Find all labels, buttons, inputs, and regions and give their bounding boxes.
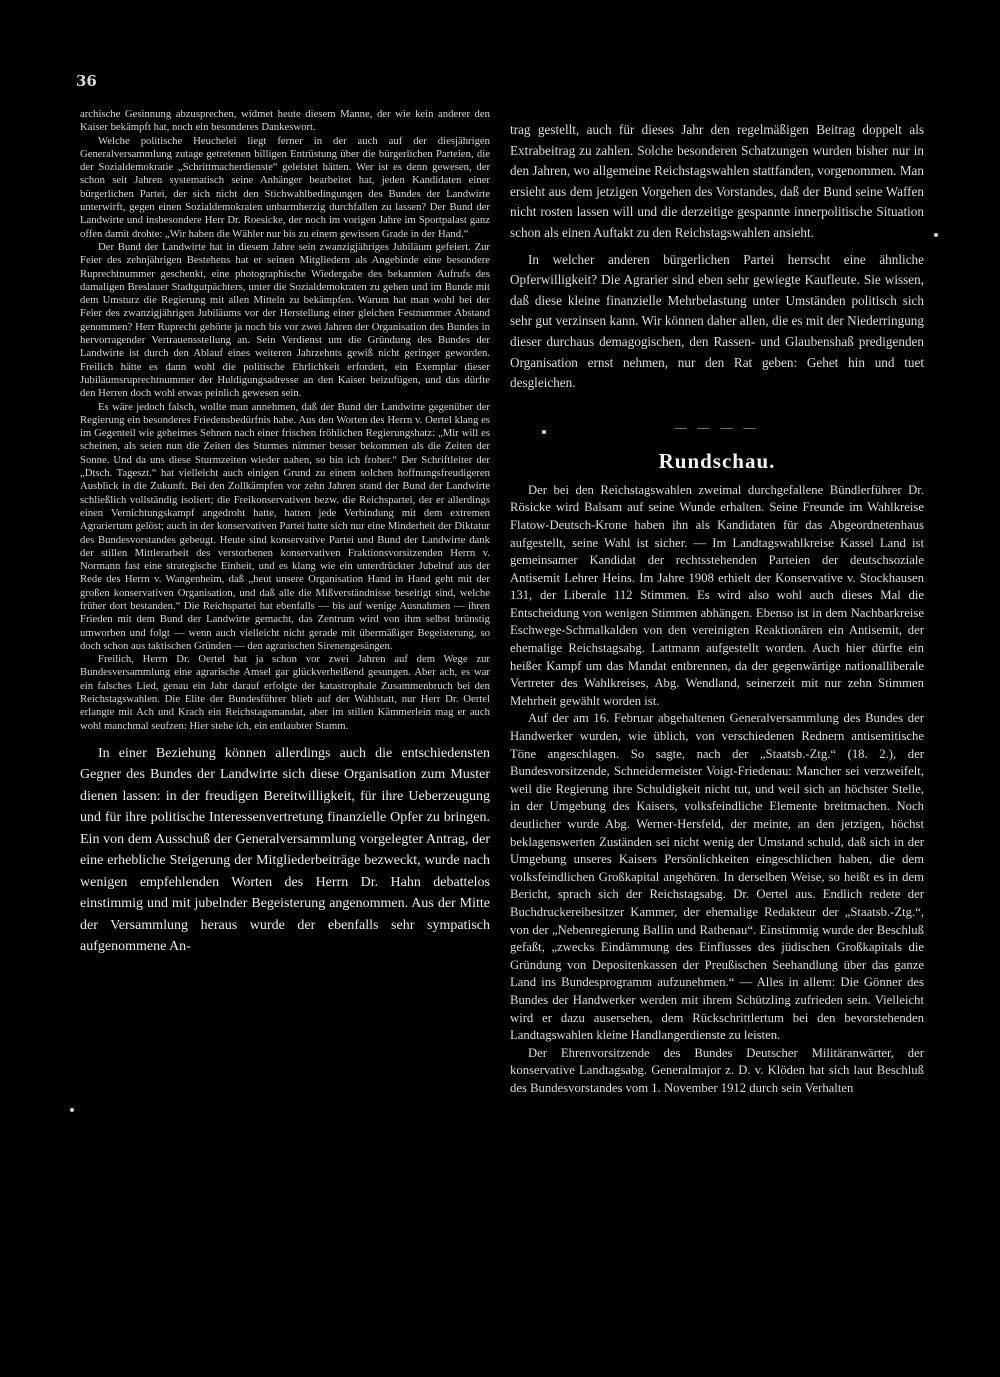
left-paragraph: archische Gesinnung abzusprechen, widmet heute diesem Manne, der wie kein anderer den Kaiser bekämpft hat, noch ein besonderes Dankeswort. bbox=[80, 108, 490, 134]
page-number: 36 bbox=[76, 72, 97, 90]
left-column bbox=[80, 108, 490, 958]
left-paragraph-large: In einer Beziehung können allerdings auch die entschiedensten Gegner des Bundes der Landwirte sich diese Organisation zum Muster dienen lassen: in der freudigen Bereitwilligkeit, für ihre Ueberzeugung und für ihre politische Interessenvertretung finanzielle Opfer zu bringen. Ein von dem Ausschuß der Generalversammlung vorgelegter Antrag, der eine erhebliche Steigerung der Mitgliederbeiträge bezweckt, wurde nach wenigen empfehlenden Worten des Herrn Dr. Hahn debattelos einstimmig und mit jubelnder Begeisterung angenommen. Aus der Mitte der Versammlung heraus wurde der ebenfalls sehr sympatisch aufgenommene An- bbox=[80, 745, 490, 955]
left-paragraph: Freilich, Herrn Dr. Oertel hat ja schon vor zwei Jahren auf dem Wege zur Bundesversammlung eine agrarische Amsel gar glückverheißend gesungen. Aber ach, es war ein falsches Lied, genau ein Jahr darauf erfolgte der katastrophale Zusammenbruch bei den Reichstagswahlen. Die Elite der Bundesführer blieb auf der Wahlstatt, nur Herr Dr. Oertel erlangte mit Ach und Krach ein Reichstagsmandat, aber im stillen Kämmerlein mag er auch wohl manchmal seufzen: Hier stehe ich, ein entlaubter Stamm. bbox=[80, 653, 490, 732]
section-separator: — — — — bbox=[674, 419, 760, 434]
left-paragraph: Es wäre jedoch falsch, wollte man annehmen, daß der Bund der Landwirte gegenüber der Regierung ein besonderes Friedensbedürfnis habe. Aus den Worten des Herrn v. Oertel klang es im Gegenteil wie geheimes Sehnen nach einer frischen fröhlichen Regierungshatz: „Mir will es scheinen, als seien nun die Zeiten des Sturmes nimmer besser bekommen als die Zeiten der Sonne. Und da uns diese Sturmzeiten wieder nahen, so bin ich froher.“ Der Schriftleiter der „Dtsch. Tageszt.“ hat vielleicht auch einigen Grund zu einem solchen hoffnungsfreudigeren Ausblick in die Zukunft. Bei den Zollkämpfen vor zehn Jahren stand der Bund der Landwirte schließlich vollständig isoliert; die Freikonservativen bezw. die Reichspartei, der er allerdings einen Vernichtungskampf angedroht hatte, hatten jede Verbindung mit dem extremen Agrariertum gelöst; auch in der konservativen Partei hatte sich nur eine Minderheit der Diktatur des Bundesvorstandes gebeugt. Heute sind konservative Partei und Bund der Landwirte dank der stillen Mittlerarbeit des verstorbenen konservativen Fraktionsvorsitzenden Herrn v. Normann fast eine strategische Einheit, und es klang wie ein unterdrückter Jubelruf aus der Rede des Herrn v. Wangenheim, daß „heut unsere Organisation Hand in Hand geht mit der großen konservativen Organisation, und daß alle die Mißverständnisse beseitigt sind, welche früher dort bestanden.“ Die Reichspartei hat ebenfalls — bis auf wenige Ausnahmen — ihren Frieden mit dem Bund der Landwirte gemacht, das Zentrum wird von ihm selbst brünstig umworben und folgt — wenn auch vielleicht nicht gerade mit übermäßiger Begeisterung, so doch schon aus taktischen Gründen — den agrarischen Sirenengesängen. bbox=[80, 400, 490, 652]
rundschau-paragraph: Der bei den Reichstagswahlen zweimal durchgefallene Bündlerführer Dr. Rösicke wird Balsam auf seine Wunde erhalten. Seine Freunde im Wahlkreise Flatow-Deutsch-Krone haben ihn als Kandidaten für das Abgeordnetenhaus aufgestellt, seine Wahl ist sicher. — Im Landtagswahlkreise Kassel Land ist gemeinsamer Kandidat der rechtsstehenden Parteien der deutschsoziale Antisemit Lehrer Heins. Im Jahre 1908 erhielt der Konservative v. Stockhausen 131, der Liberale 112 Stimmen. Es wird also wohl auch dieses Mal die Entscheidung von wenigen Stimmen abhängen. Ebenso ist in dem Nachbarkreise Eschwege-Schmalkalden von den vereinigten Reaktionären ein Antisemit, der ehemalige Reichstagsabg. Lattmann aufgestellt worden. Auch hier dürfte ein heißer Kampf um das Mandat entbrennen, da der gegenwärtige nationalliberale Vertreter des Wahlkreises, Abg. Wendland, seinerzeit mit nur zehn Stimmen Mehrheit gewählt worden ist. bbox=[510, 482, 924, 708]
section-title: Rundschau. bbox=[658, 448, 776, 473]
ink-speck bbox=[934, 233, 938, 237]
right-paragraph: trag gestellt, auch für dieses Jahr den regelmäßigen Beitrag doppelt als Extrabeitrag zu zahlen. Solche besonderen Schatzungen wurden bisher nur in den Jahren, wo allgemeine Reichstagswahlen stattfanden, vorgenommen. Man ersieht aus dem jetzigen Vorgehen des Vorstandes, daß der Bund seine Waffen nicht rosten lassen will und die derzeitige gespannte innerpolitische Situation schon als einen Auftakt zu den Reichstagswahlen ansieht. bbox=[510, 122, 924, 240]
right-paragraph: In welcher anderen bürgerlichen Partei herrscht eine ähnliche Opferwilligkeit? Die Agrarier sind eben sehr gewiegte Kaufleute. Sie wissen, daß diese kleine finanzielle Mehrbelastung unter Umständen politisch sich sehr gut verzinsen kann. Wir können daher allen, die es mit der Niederringung dieser durchaus demagogischen, den Rassen- und Glaubenshaß predigenden Organisation ernst nehmen, nur den Rat geben: Gehet hin und tuet desgleichen. bbox=[510, 251, 924, 391]
left-paragraph: Welche politische Heuchelei liegt ferner in der auch auf der diesjährigen Generalversammlung zutage getretenen billigen Entrüstung über die bürgerlichen Parteien, die der Sozialdemokratie „Schrittmacherdienste“ geleistet hätten. Wer ist es denn gewesen, der schon seit Jahren systematisch seine Anhänger bearbeitet hat, jeden Kandidaten einer bürgerlichen Partei, der sich nicht den Stichwahlbedingungen des Bundes der Landwirte unterwirft, gegen einen Sozialdemokraten unbarmherzig durchfallen zu lassen? Der Bund der Landwirte und insbesondere Herr Dr. Roesicke, der noch im vorigen Jahre im Sportpalast ganz offen damit drohte: „Wir haben die Wähler nur bis zu einem gewissen Grade in der Hand.“ bbox=[80, 134, 490, 240]
right-column bbox=[510, 120, 924, 1098]
rundschau-paragraph: Der Ehrenvorsitzende des Bundes Deutscher Militäranwärter, der konservative Landtagsabg. Generalmajor z. D. v. Klöden hat sich laut Beschluß des Bundesvorstandes vom 1. November 1912 durch sein Verhalten bbox=[510, 1045, 924, 1095]
rundschau-paragraph: Auf der am 16. Februar abgehaltenen Generalversammlung des Bundes der Handwerker wurden, wie üblich, von verschiedenen Rednern antisemitische Töne angeschlagen. So sagte, nach der „Staatsb.-Ztg.“ (18. 2.), der Bundesvorsitzende, Schneidermeister Voigt-Friedenau: Mancher sei verzweifelt, weil die Regierung ihre Schuldigkeit nicht tut, und weil sich an höchster Stelle, in der Umgebung des Kaisers, volksfeindliche Elemente breitmachen. Noch deutlicher wurde Abg. Werner-Hersfeld, der meinte, an den jetzigen, höchst beklagenswerten Zuständen sei nicht wenig der Umstand schuld, daß sich in der Umgebung unseres Kaisers Persönlichkeiten eingeschlichen haben, die dem volksfeindlichen Großkapital angehören. In derselben Weise, so heißt es in dem Bericht, sprach sich der Reichstagsabg. Dr. Oertel aus. Endlich redete der Buchdruckereibesitzer Kammer, der ehemalige Redakteur der „Staatsb.-Ztg.“, von der „Nebenregierung Ballin und Rathenau“. Einstimmig wurde der Beschluß gefaßt, „zwecks Eindämmung des Einflusses des jüdischen Großkapitals die Gründung von Depositenkassen der Preußischen Seehandlung über das ganze Land ins Bundesprogramm aufzunehmen.“ — Alles in allem: Die Gönner des Bundes der Handwerker werden mit ihrem Schützling zufrieden sein. Vielleicht wird er dazu ausersehen, dem Rückschrittlertum bei den bevorstehenden Landtagswahlen kleine Handlangerdienste zu leisten. bbox=[510, 711, 924, 1043]
left-paragraph: Der Bund der Landwirte hat in diesem Jahre sein zwanzigjähriges Jubiläum gefeiert. Zur Feier des zehnjährigen Bestehens hat er seinen Mitgliedern als Angebinde eine besondere Ruprechtnummer geschenkt, eine photographische Wiedergabe des bekannten Aufrufs des damaligen Breslauer Stadtgutpächters, unter die Sozialdemokraten zu gehen und im Bunde mit dem Umsturz die Regierung mit allen Mitteln zu bekämpfen. Warum hat man wohl bei der Feier des zwanzigjährigen Jubiläums vor der Herstellung einer gleichen Festnummer Abstand genommen? Herr Ruprecht gehörte ja noch bis vor zwei Jahren der Organisation des Bundes in hervorragender Vertrauensstellung an. Sein Verdienst um die Gründung des Bundes der Landwirte ist durch den Ablauf eines weiteren Jahrzehnts gewiß nicht geringer geworden. Freilich hätte es dann wohl die politische Ehrlichkeit erfordert, ein Exemplar dieser Jubiläumsruprechtnummer der Huldigungsadresse an den Kaiser beizufügen, und das dürfte den Herren doch wohl etwas peinlich gewesen sein. bbox=[80, 240, 490, 400]
ink-speck bbox=[70, 1108, 74, 1112]
ink-speck bbox=[542, 430, 546, 434]
